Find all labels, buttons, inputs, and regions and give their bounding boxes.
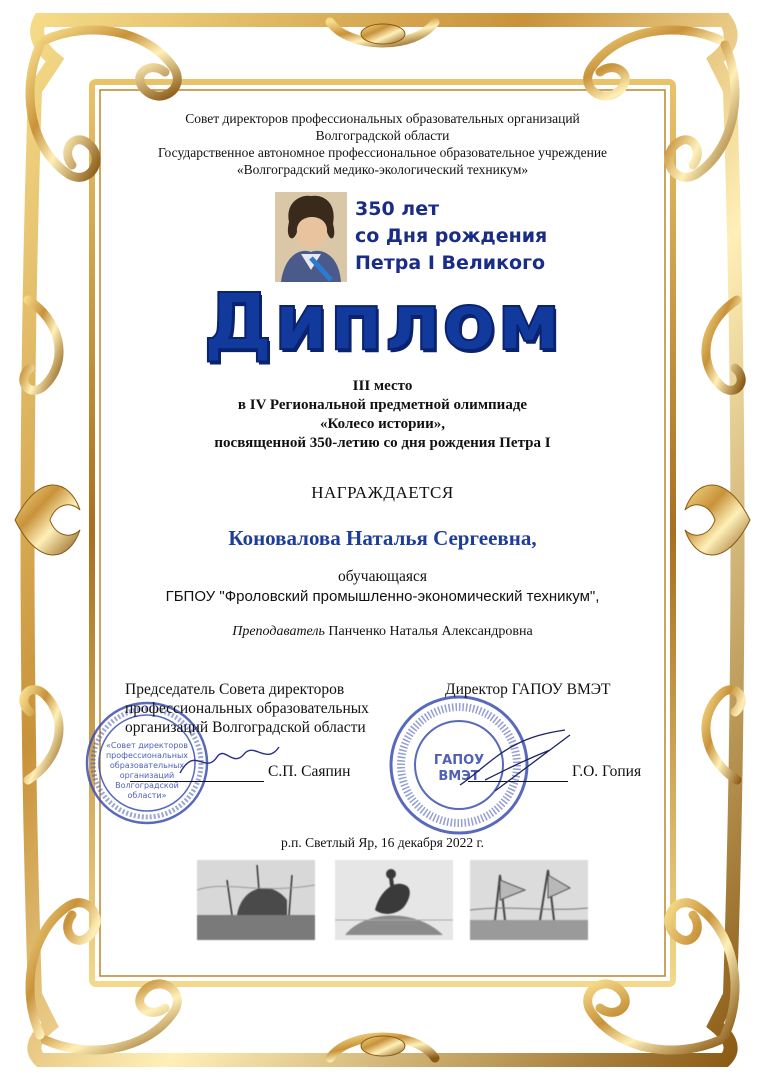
chair-title-1: Председатель Совета директоров <box>125 681 345 698</box>
director-title: Директор ГАПОУ ВМЭТ <box>445 681 611 698</box>
header-line-1: Совет директоров профессиональных образовательных организаций <box>185 111 580 126</box>
engraving-ship-construction <box>197 860 315 940</box>
teacher-line <box>0 624 765 640</box>
recipient-institution: ГБПОУ "Фроловский промышленно-экономический техникум", <box>165 588 600 605</box>
svg-text:области»: области» <box>127 791 167 800</box>
awarded-label: НАГРАЖДАЕТСЯ <box>311 483 454 502</box>
teacher-name: Панченко Наталья Александровна <box>328 624 533 639</box>
svg-text:образовательных: образовательных <box>109 761 185 770</box>
svg-text:ГАПОУ: ГАПОУ <box>433 753 485 768</box>
chair-name: С.П. Саяпин <box>268 763 351 780</box>
recipient-status: обучающаяся <box>337 568 427 585</box>
teacher-label: Преподаватель <box>232 624 325 639</box>
place-and-date: р.п. Светлый Яр, 16 декабря 2022 г. <box>281 835 484 850</box>
place-line-2: в IV Региональной предметной олимпиаде <box>237 397 528 413</box>
svg-text:ВМЭТ: ВМЭТ <box>438 769 480 784</box>
header-line-4: «Волгоградский медико-экологический техникум» <box>236 162 529 177</box>
chair-title-2: профессиональных образовательных <box>125 700 369 717</box>
banner-line-3: Петра I Великого <box>355 252 546 274</box>
engraving-harbor-scene <box>470 860 588 940</box>
svg-text:Волгоградской: Волгоградской <box>115 781 179 790</box>
svg-text:профессиональных: профессиональных <box>105 751 189 760</box>
svg-text:«Совет директоров: «Совет директоров <box>105 741 189 750</box>
banner-line-2: со Дня рождения <box>355 225 548 247</box>
award-place <box>0 377 765 453</box>
recipient-name: Коновалова Наталья Сергеевна, <box>228 526 537 550</box>
chair-title-3: организаций Волгоградской области <box>125 719 366 736</box>
chair-signature-block <box>125 680 425 737</box>
chair-handwritten-signature <box>175 735 285 785</box>
engraving-bronze-horseman <box>335 860 453 940</box>
svg-text:организаций: организаций <box>119 771 175 780</box>
place-line-1: III место <box>352 378 413 394</box>
director-handwritten-signature <box>455 725 575 795</box>
banner-line-1: 350 лет <box>355 198 440 220</box>
anniversary-banner <box>355 196 547 277</box>
place-line-4: посвященной 350-летию со дня рождения Петра I <box>214 435 551 451</box>
diploma-title: Диплом <box>203 278 562 368</box>
portrait-peter-the-great <box>275 192 347 282</box>
header-council <box>0 110 765 178</box>
header-line-2: Волгоградской области <box>315 128 450 143</box>
header-line-3: Государственное автономное профессиональное образовательное учреждение <box>157 145 608 160</box>
place-line-3: «Колесо истории», <box>320 416 445 432</box>
director-name: Г.О. Гопия <box>572 763 642 780</box>
